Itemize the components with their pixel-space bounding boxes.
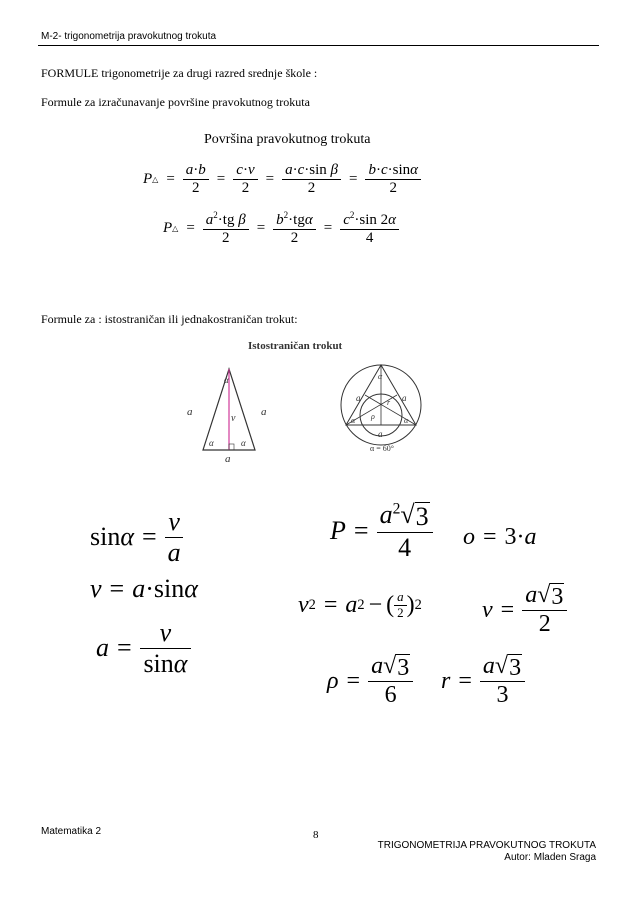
- area-formula-row-2: P △ = $\frac{a^2\cdot tg \beta}{2}$ = $\frac{b^2\cdot tg\alpha}{2}$ = $\frac{c^2\cdot\sin 2\alpha}{4}$: [163, 210, 399, 248]
- svg-text:v: v: [231, 413, 236, 424]
- formula-v: v = a ·sin α: [90, 574, 198, 603]
- figure-title: Istostraničan trokut: [248, 340, 343, 352]
- page-header: M-2- trigonometrija pravokutnog trokuta: [41, 31, 217, 42]
- svg-text:a: a: [187, 406, 193, 418]
- equilateral-heading: Formule za : istostraničan ili jednakostraničan trokut:: [41, 312, 298, 326]
- formula-perimeter: o = 3· a: [463, 524, 537, 550]
- intro-line-1: FORMULE trigonometrije za drugi razred srednje škole :: [41, 66, 318, 80]
- header-divider: [38, 45, 599, 46]
- footer-right-1: TRIGONOMETRIJA PRAVOKUTNOG TROKUTA: [377, 840, 596, 851]
- svg-text:a: a: [225, 453, 231, 465]
- svg-text:α: α: [351, 416, 356, 425]
- equilateral-figure: [187, 333, 435, 465]
- svg-text:α: α: [209, 438, 214, 448]
- formula-inradius: ρ = a √ 3 6: [327, 653, 413, 710]
- footer-right-2: Autor: Mladen Sraga: [504, 852, 596, 863]
- alpha-note: α = 60°: [370, 444, 394, 453]
- svg-text:r: r: [387, 398, 391, 407]
- svg-text:α: α: [378, 372, 383, 381]
- formula-area-equilateral: P = $a^2$ √ 3 4: [330, 500, 433, 562]
- svg-text:a: a: [378, 429, 383, 439]
- footer-left: Matematika 2: [41, 826, 102, 837]
- svg-text:a: a: [402, 393, 407, 403]
- formula-a: a = $\frac{v}{\sin\alpha}$: [96, 618, 191, 679]
- formula-sin-alpha: sinα = $\frac{v}{a}$: [90, 507, 184, 568]
- area-formula-row-1: P △ = $\frac{a\cdot b}{2}$ = $\frac{c\cdot v}{2}$ = $\frac{\text{a·c·sin β}}{2}$ = $\frac{b\cdot c\cdot\sin\alpha}{2}$: [143, 162, 421, 198]
- formula-circumradius: r = a √ 3 3: [441, 653, 525, 710]
- area-heading: Površina pravokutnog trokuta: [204, 132, 371, 147]
- page-number: 8: [313, 829, 319, 841]
- svg-text:α: α: [404, 416, 409, 425]
- formula-height: v = a √ 3 2: [482, 582, 567, 639]
- triangle-diagram: [187, 333, 435, 465]
- svg-text:a: a: [356, 393, 361, 403]
- intro-line-2: Formule za izračunavanje površine pravokutnog trokuta: [41, 95, 310, 109]
- svg-text:α: α: [241, 438, 246, 448]
- svg-text:a: a: [261, 406, 267, 418]
- svg-text:ρ: ρ: [371, 412, 375, 421]
- formula-v-squared: v 2 = a 2 − ( $\frac{a}{2}$ ) 2: [298, 589, 422, 620]
- svg-text:α: α: [224, 375, 229, 385]
